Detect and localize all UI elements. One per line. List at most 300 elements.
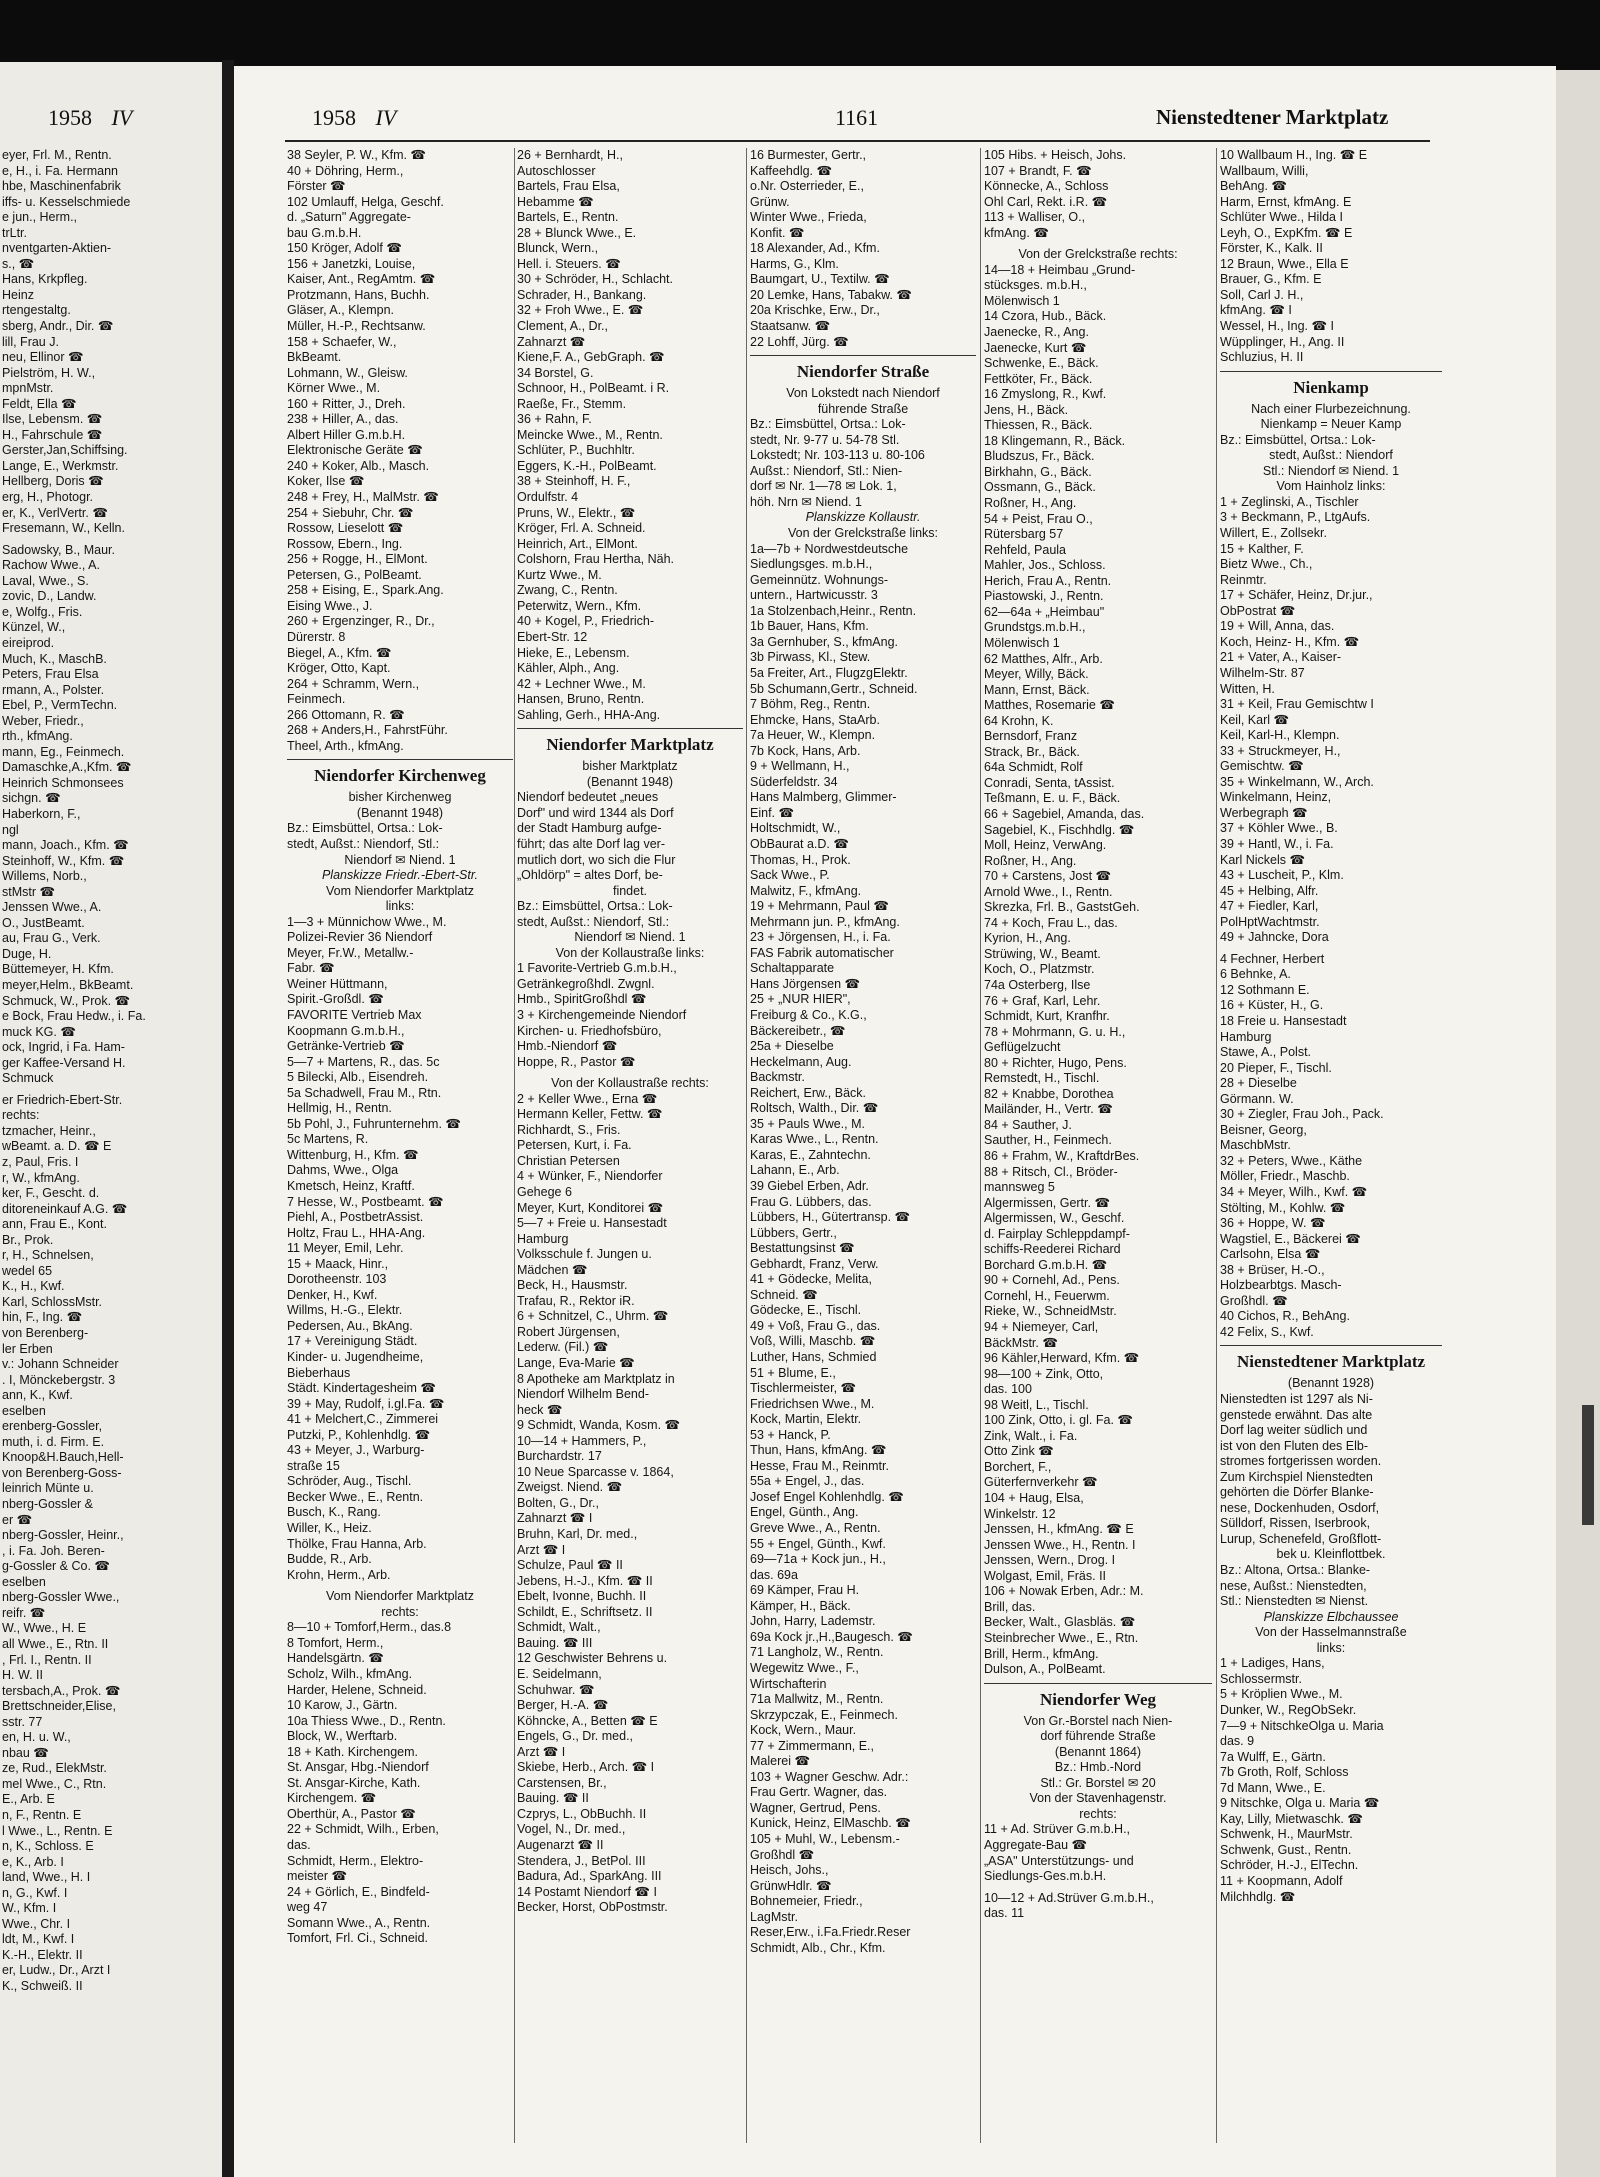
directory-entry: Dürerstr. 8 — [287, 629, 346, 644]
directory-entry: 20 Pieper, F., Tischl. — [1220, 1060, 1332, 1075]
directory-entry: BkBeamt. — [287, 350, 342, 365]
directory-entry: Gerster,Jan,Schiffsing. — [2, 443, 128, 458]
directory-entry: 69 Kämper, Frau H. — [750, 1583, 860, 1598]
directory-entry: mannsweg 5 — [984, 1180, 1055, 1195]
directory-entry: Lohmann, W., Gleisw. — [287, 365, 408, 380]
directory-entry: Grundstgs.m.b.H., — [984, 620, 1086, 635]
directory-entry: Clement, A., Dr., — [517, 319, 609, 334]
directory-entry: 158 + Schaefer, W., — [287, 334, 397, 349]
directory-entry: Matthes, Rosemarie ☎ — [984, 698, 1115, 713]
directory-entry: 8 Tomfort, Herm., — [287, 1635, 384, 1650]
directory-entry: Reser,Erw., i.Fa.Friedr.Reser — [750, 1925, 911, 1940]
directory-entry: Reinmtr. — [1220, 572, 1267, 587]
directory-entry: 77 + Zimmermann, E., — [750, 1738, 874, 1753]
directory-entry: 104 + Haug, Elsa, — [984, 1491, 1084, 1506]
directory-entry: Lokstedt; Nr. 103-113 u. 80-106 — [750, 448, 925, 463]
directory-entry: Meyer, Fr.W., Metallw.- — [287, 945, 414, 960]
directory-entry: 16 Zmyslong, R., Kwf. — [984, 387, 1107, 402]
directory-entry: nese, Dockenhuden, Osdorf, — [1220, 1500, 1380, 1515]
directory-entry: Stl.: Niendorf ✉ Niend. 1 — [1262, 463, 1400, 478]
directory-entry: Mann, Ernst, Bäck. — [984, 682, 1090, 697]
directory-entry: Willems, Norb., — [2, 869, 87, 884]
directory-entry: Leyh, O., ExpKfm. ☎ E — [1220, 225, 1353, 240]
directory-entry: 19 + Mehrmann, Paul ☎ — [750, 899, 889, 914]
directory-entry: 7d Mann, Wwe., E. — [1220, 1780, 1326, 1795]
directory-entry: stMstr ☎ — [2, 884, 56, 899]
directory-entry: er, K., VerlVertr. ☎ — [2, 505, 108, 520]
directory-entry: d. „Saturn" Aggregate- — [287, 210, 411, 225]
directory-entry: 5a Schadwell, Frau M., Rtn. — [287, 1085, 442, 1100]
directory-entry: 42 + Lechner Wwe., M. — [517, 676, 646, 691]
directory-entry: 76 + Graf, Karl, Lehr. — [984, 993, 1101, 1008]
directory-entry: Von der Grelckstraße rechts: — [1018, 247, 1178, 262]
directory-entry: Hebamme ☎ — [517, 194, 594, 209]
directory-entry: Meincke Wwe., M., Rentn. — [517, 427, 663, 442]
directory-entry: Rossow, Lieselott ☎ — [287, 521, 404, 536]
directory-entry: Theel, Arth., kfmAng. — [287, 738, 404, 753]
directory-entry: kfmAng. ☎ — [984, 225, 1049, 240]
directory-entry: Einf. ☎ — [750, 805, 795, 820]
street-heading: Niendorfer Straße — [750, 355, 976, 383]
directory-entry: Roltsch, Walth., Dir. ☎ — [750, 1101, 879, 1116]
directory-entry: 24 + Görlich, E., Bindfeld- — [287, 1884, 430, 1899]
directory-entry: Niendorf bedeutet „neues — [517, 790, 659, 805]
directory-entry: 240 + Koker, Alb., Masch. — [287, 458, 430, 473]
directory-entry: Brauer, G., Kfm. E — [1220, 272, 1322, 287]
directory-entry: tzmacher, Heinr., — [2, 1123, 96, 1138]
directory-entry: 39 + May, Rudolf, i.gl.Fa. ☎ — [287, 1396, 445, 1411]
directory-entry: Ebelt, Ivonne, Buchh. II — [517, 1589, 647, 1604]
year: 1958 — [312, 105, 356, 130]
directory-entry: Werbegraph ☎ — [1220, 805, 1308, 820]
directory-entry: 14 Postamt Niendorf ☎ I — [517, 1884, 657, 1899]
directory-entry: (Benannt 1948) — [586, 774, 674, 789]
left-volume: IV — [111, 105, 133, 130]
directory-entry: stedt, Außst.: Niendorf — [1269, 448, 1393, 463]
directory-entry: Beisner, Georg, — [1220, 1122, 1307, 1137]
directory-entry: Weber, Friedr., — [2, 713, 84, 728]
directory-entry: Schmidt, Alb., Chr., Kfm. — [750, 1940, 886, 1955]
directory-entry: Niendorf Wilhelm Bend- — [517, 1387, 649, 1402]
directory-entry: 5 + Kröplien Wwe., M. — [1220, 1687, 1343, 1702]
directory-entry: 10 Neue Sparcasse v. 1864, — [517, 1464, 674, 1479]
directory-entry: 100 Zink, Otto, i. gl. Fa. ☎ — [984, 1413, 1133, 1428]
volume: IV — [375, 105, 397, 130]
directory-entry: 254 + Siebuhr, Chr. ☎ — [287, 505, 414, 520]
directory-entry: 45 + Helbing, Alfr. — [1220, 883, 1319, 898]
directory-entry: Bolten, G., Dr., — [517, 1495, 599, 1510]
directory-entry: mann, Eg., Feinmech. — [2, 744, 125, 759]
directory-entry: e, K., Arb. I — [2, 1854, 64, 1869]
directory-entry: 11 + Koopmann, Adolf — [1220, 1873, 1343, 1888]
directory-entry: (Benannt 1864) — [1054, 1744, 1142, 1759]
directory-entry: 8—10 + Tomforf,Herm., das.8 — [287, 1620, 452, 1635]
directory-entry: Bludszus, Fr., Bäck. — [984, 449, 1095, 464]
directory-entry: hbe, Maschinenfabrik — [2, 179, 121, 194]
directory-entry: Willms, H.-G., Elektr. — [287, 1303, 403, 1318]
directory-entry: Colshorn, Frau Hertha, Näh. — [517, 552, 675, 567]
directory-entry: n, G., Kwf. I — [2, 1885, 68, 1900]
directory-entry: Volksschule f. Jungen u. — [517, 1247, 652, 1262]
directory-entry: Kiene,F. A., GebGraph. ☎ — [517, 350, 665, 365]
directory-entry: Kmetsch, Heinz, Kraftf. — [287, 1179, 415, 1193]
directory-entry: Fresemann, W., Kelln. — [2, 521, 125, 536]
directory-entry: Becker, Walt., Glasbläs. ☎ — [984, 1615, 1136, 1630]
directory-entry: „ASA" Unterstützungs- und — [984, 1853, 1134, 1868]
directory-entry: Kähler, Alph., Ang. — [517, 661, 620, 676]
directory-entry: er, Ludw., Dr., Arzt I — [2, 1963, 111, 1978]
directory-entry: eireiprod. — [2, 635, 55, 650]
directory-entry: 74a Osterberg, Ilse — [984, 977, 1091, 992]
directory-entry: Jebens, H.-J., Kfm. ☎ II — [517, 1573, 653, 1588]
directory-entry: Kröger, Otto, Kapt. — [287, 661, 391, 676]
directory-entry: Greve Wwe., A., Rentn. — [750, 1521, 881, 1536]
directory-entry: Bz.: Altona, Ortsa.: Blanke- — [1220, 1563, 1371, 1578]
directory-entry: 1a—7b + Nordwestdeutsche — [750, 541, 909, 556]
directory-entry: 7a Heuer, W., Klempn. — [750, 728, 876, 743]
directory-entry: Soll, Carl J. H., — [1220, 287, 1304, 302]
directory-entry: E. Seidelmann, — [517, 1666, 602, 1681]
directory-entry: Becker, Horst, ObPostmstr. — [517, 1900, 668, 1915]
directory-entry: Laval, Wwe., S. — [2, 573, 89, 588]
directory-entry: rmann, A., Polster. — [2, 682, 105, 697]
directory-entry: 17 + Vereinigung Städt. — [287, 1334, 418, 1349]
directory-entry: Von der Stavenhagenstr. — [1029, 1791, 1167, 1806]
directory-entry: Heckelmann, Aug. — [750, 1054, 852, 1069]
directory-entry: Josef Engel Kohlenhdlg. ☎ — [750, 1489, 904, 1504]
directory-entry: 40 Cichos, R., BehAng. — [1220, 1309, 1350, 1324]
directory-entry: Kunick, Heinz, ElMaschb. ☎ — [750, 1816, 911, 1831]
directory-entry: Heinz — [2, 287, 34, 302]
directory-entry: sstr. 77 — [2, 1714, 43, 1729]
directory-entry: Sadowsky, B., Maur. — [2, 542, 116, 557]
directory-entry: 258 + Eising, E., Spark.Ang. — [287, 583, 444, 598]
directory-entry: Lurup, Schenefeld, Großflott- — [1220, 1531, 1382, 1546]
column-divider — [746, 148, 747, 2143]
directory-entry: 17 + Schäfer, Heinz, Dr.jur., — [1220, 588, 1373, 603]
directory-entry: Thiessen, R., Bäck. — [984, 418, 1093, 433]
page-header-year — [312, 105, 396, 131]
directory-entry: Arzt ☎ I — [517, 1542, 566, 1557]
directory-entry: bisher Marktplatz — [582, 759, 678, 774]
directory-entry: 5b Schumann,Gertr., Schneid. — [750, 681, 918, 696]
directory-entry: Milchhdlg. ☎ — [1220, 1889, 1296, 1904]
directory-entry: sberg, Andr., Dir. ☎ — [2, 319, 114, 334]
directory-entry: Karl Nickels ☎ — [1220, 852, 1306, 867]
directory-entry: 5c Martens, R. — [287, 1132, 369, 1147]
directory-entry: 62 Matthes, Alfr., Arb. — [984, 651, 1103, 666]
directory-entry: höh. Nrn ✉ Niend. 1 — [750, 494, 862, 509]
directory-entry: stromes fortgerissen worden. — [1220, 1454, 1382, 1469]
directory-entry: 30 + Schröder, H., Schlacht. — [517, 272, 673, 287]
directory-entry: Protzmann, Hans, Buchh. — [287, 287, 430, 302]
page-edge — [1556, 70, 1600, 2177]
directory-entry: 5—7 + Freie u. Hansestadt — [517, 1216, 667, 1231]
directory-entry: Vom Niendorfer Marktplatz — [326, 883, 474, 898]
directory-entry: 15 + Kalther, F. — [1220, 541, 1304, 556]
directory-entry: Güterfernverkehr ☎ — [984, 1475, 1098, 1490]
directory-entry: Zahnarzt ☎ I — [517, 1511, 593, 1526]
directory-entry: Planskizze Friedr.-Ebert-Str. — [321, 868, 479, 883]
directory-entry: Vom Hainholz links: — [1276, 479, 1386, 494]
directory-entry: 42 Felix, S., Kwf. — [1220, 1324, 1314, 1339]
directory-entry: 34 Borstel, G. — [517, 365, 594, 380]
directory-entry: 32 + Peters, Wwe., Käthe — [1220, 1153, 1363, 1168]
directory-entry: 26 + Bernhardt, H., — [517, 148, 623, 162]
directory-entry: Wessel, H., Ing. ☎ I — [1220, 319, 1334, 334]
directory-entry: hin, F., Ing. ☎ — [2, 1310, 83, 1325]
directory-entry: Schröder, H.-J., ElTechn. — [1220, 1858, 1359, 1873]
directory-entry: Förster, K., Kalk. II — [1220, 241, 1323, 256]
directory-entry: Berger, H.-A. ☎ — [517, 1698, 609, 1713]
directory-entry: 55a + Engel, J., das. — [750, 1474, 865, 1489]
directory-entry: Grünw. — [750, 194, 790, 209]
directory-entry: stücksges. m.b.H., — [984, 278, 1087, 293]
directory-entry: Kock, Wern., Maur. — [750, 1723, 857, 1738]
directory-entry: 25 + „NUR HIER", — [750, 992, 851, 1007]
directory-entry: Ohl Carl, Rekt. i.R. ☎ — [984, 194, 1108, 209]
directory-entry: 113 + Walliser, O., — [984, 210, 1086, 225]
directory-entry: 40 + Döhring, Herm., — [287, 163, 404, 178]
directory-entry: Budde, R., Arb. — [287, 1552, 372, 1567]
directory-entry: 98 Weitl, L., Tischl. — [984, 1397, 1089, 1412]
directory-entry: Dulson, A., PolBeamt. — [984, 1662, 1106, 1677]
directory-entry: Harm, Ernst, kfmAng. E — [1220, 194, 1352, 209]
directory-entry: Algermissen, Gertr. ☎ — [984, 1195, 1111, 1210]
directory-entry: das. 100 — [984, 1382, 1032, 1397]
directory-entry: der Stadt Hamburg aufge- — [517, 821, 662, 836]
directory-entry: Bz.: Eimsbüttel, Ortsa.: Lok- — [287, 821, 443, 836]
directory-entry: Koch, Heinz- H., Kfm. ☎ — [1220, 634, 1360, 649]
directory-entry: g-Gossler & Co. ☎ — [2, 1559, 110, 1574]
directory-entry: Thomas, H., Prok. — [750, 852, 851, 867]
directory-entry: Hellberg, Doris ☎ — [2, 474, 104, 489]
directory-entry: n, K., Schloss. E — [2, 1839, 94, 1854]
directory-entry: l Wwe., L., Rentn. E — [2, 1823, 113, 1838]
directory-entry: mpnMstr. — [2, 381, 54, 396]
directory-entry: ock, Ingrid, i Fa. Ham- — [2, 1040, 125, 1055]
directory-entry: Planskizze Kollaustr. — [805, 510, 921, 525]
directory-entry: Rossow, Ebern., Ing. — [287, 536, 403, 551]
directory-entry: Pedersen, Au., BkAng. — [287, 1318, 413, 1333]
directory-entry: Br., Prok. — [2, 1232, 54, 1247]
directory-entry: Thölke, Frau Hanna, Arb. — [287, 1536, 427, 1551]
directory-entry: 80 + Richter, Hugo, Pens. — [984, 1055, 1127, 1070]
directory-entry: PolHptWachtmstr. — [1220, 914, 1320, 929]
directory-entry: Autoschlosser — [517, 163, 596, 178]
directory-entry: Ilse, Lebensm. ☎ — [2, 412, 103, 427]
directory-entry: Brettschneider,Elise, — [2, 1699, 116, 1714]
directory-entry: gehörten die Dörfer Blanke- — [1220, 1485, 1374, 1500]
directory-entry: Schlüter Wwe., Hilda I — [1220, 210, 1343, 225]
directory-entry: Siedlungs-Ges.m.b.H. — [984, 1869, 1107, 1884]
directory-entry: Ordulfstr. 4 — [517, 490, 579, 505]
street-heading: Niendorfer Kirchenweg — [287, 759, 513, 787]
directory-entry: Schnoor, H., PolBeamt. i R. — [517, 381, 670, 396]
directory-entry: Winkelmann, Heinz, — [1220, 790, 1332, 805]
directory-entry: Kinder- u. Jugendheime, — [287, 1350, 424, 1365]
directory-entry: 70 + Carstens, Jost ☎ — [984, 869, 1112, 884]
directory-entry: 266 Ottomann, R. ☎ — [287, 707, 405, 722]
directory-entry: 43 + Luscheit, P., Klm. — [1220, 868, 1344, 883]
directory-entry: Nienkamp = Neuer Kamp — [1260, 417, 1402, 432]
directory-entry: Brill, Herm., kfmAng. — [984, 1646, 1099, 1661]
directory-entry: 1 + Zeglinski, A., Tischler — [1220, 494, 1359, 509]
directory-entry: ker, F., Gescht. d. — [2, 1186, 100, 1201]
directory-entry: Großhdl ☎ — [750, 1847, 815, 1862]
directory-entry: Mölenwisch 1 — [984, 635, 1060, 650]
directory-entry: 15 + Maack, Hinr., — [287, 1256, 389, 1271]
directory-entry: Schulze, Paul ☎ II — [517, 1558, 623, 1573]
directory-column — [750, 148, 976, 1956]
directory-entry: Pielström, H. W., — [2, 365, 96, 380]
directory-entry: 69—71a + Kock jun., H., — [750, 1552, 886, 1567]
directory-entry: Strüwing, W., Beamt. — [984, 946, 1101, 961]
directory-entry: rechts: — [381, 1604, 419, 1619]
directory-entry: Hmb., SpiritGroßhdl ☎ — [517, 992, 647, 1007]
directory-entry: Wagner, Gertrud, Pens. — [750, 1800, 881, 1815]
directory-entry: 25a + Dieselbe — [750, 1039, 834, 1054]
directory-entry: Rachow Wwe., A. — [2, 558, 100, 573]
directory-entry: ngl — [2, 822, 19, 837]
directory-entry: Beck, H., Hausmstr. — [517, 1278, 628, 1293]
directory-entry: Von Lokstedt nach Niendorf — [786, 386, 940, 401]
directory-entry: Otto Zink ☎ — [984, 1444, 1054, 1459]
directory-entry: sichgn. ☎ — [2, 791, 61, 806]
directory-entry: Hoppe, R., Pastor ☎ — [517, 1054, 636, 1069]
directory-entry: Petersen, G., PolBeamt. — [287, 567, 422, 582]
directory-entry: 88 + Ritsch, Cl., Bröder- — [984, 1164, 1118, 1179]
directory-entry: Voß, Willi, Maschb. ☎ — [750, 1334, 876, 1349]
directory-entry: 96 Kähler,Herward, Kfm. ☎ — [984, 1351, 1140, 1366]
directory-entry: Bz.: Eimsbüttel, Ortsa.: Lok- — [750, 417, 906, 432]
directory-entry: Jens, H., Bäck. — [984, 402, 1069, 417]
directory-entry: Czprys, L., ObBuchh. II — [517, 1806, 647, 1821]
directory-entry: St. Ansgar-Kirche, Kath. — [287, 1775, 421, 1790]
directory-entry: von Berenberg- — [2, 1326, 89, 1341]
directory-entry: Hesse, Frau M., Reinmtr. — [750, 1458, 889, 1473]
directory-entry: 5a Freiter, Art., FlugzgElektr. — [750, 665, 908, 680]
directory-entry: 74 + Koch, Frau L., das. — [984, 915, 1118, 930]
directory-entry: Wirtschafterin — [750, 1676, 827, 1691]
directory-entry: 1 + Ladiges, Hans, — [1220, 1656, 1325, 1671]
directory-entry: neu, Ellinor ☎ — [2, 350, 84, 365]
directory-entry: Friedrichsen Wwe., M. — [750, 1396, 875, 1411]
directory-entry: Koopmann G.m.b.H., — [287, 1023, 405, 1038]
directory-entry: Wittenburg, H., Kfm. ☎ — [287, 1147, 419, 1162]
directory-entry: 7b Kock, Hans, Arb. — [750, 743, 861, 758]
directory-entry: Bartels, Frau Elsa, — [517, 179, 620, 194]
directory-entry: Koch, O., Platzmstr. — [984, 962, 1095, 977]
directory-entry: K., Schweiß. II — [2, 1978, 83, 1993]
directory-entry: 38 + Brüser, H.-O., — [1220, 1262, 1325, 1277]
directory-entry: Hermann Keller, Fettw. ☎ — [517, 1107, 663, 1122]
directory-entry: r, W., kfmAng. — [2, 1170, 80, 1185]
directory-entry: 86 + Frahm, W., KraftdrBes. — [984, 1149, 1140, 1163]
directory-entry: , Frl. I., Rentn. II — [2, 1652, 92, 1667]
directory-entry: Peters, Frau Elsa — [2, 667, 99, 682]
directory-entry: 38 Seyler, P. W., Kfm. ☎ — [287, 148, 427, 162]
directory-entry: Ebel, P., VermTechn. — [2, 698, 118, 713]
directory-entry: meyer,Helm., BkBeamt. — [2, 977, 134, 992]
directory-entry: Carlsohn, Elsa ☎ — [1220, 1247, 1321, 1262]
directory-entry: ler Erben — [2, 1341, 53, 1356]
directory-entry: findet. — [612, 883, 648, 898]
directory-entry: Kirchen- u. Friedhofsbüro, — [517, 1023, 662, 1038]
directory-entry: s., ☎ — [2, 256, 35, 271]
directory-entry: FAS Fabrik automatischer — [750, 945, 894, 960]
directory-entry: 5b Pohl, J., Fuhrunternehm. ☎ — [287, 1116, 461, 1131]
directory-entry: 78 + Mohrmann, G. u. H., — [984, 1024, 1126, 1039]
directory-entry: rth., kfmAng. — [2, 729, 73, 744]
directory-entry: Schmidt, Herm., Elektro- — [287, 1853, 424, 1868]
directory-entry: 49 + Jahncke, Dora — [1220, 930, 1329, 945]
directory-entry: Jenssen, H., kfmAng. ☎ E — [984, 1522, 1134, 1537]
directory-entry: Kämper, H., Bäck. — [750, 1598, 851, 1613]
directory-entry: r, H., Schnelsen, — [2, 1248, 94, 1263]
directory-entry: Herich, Frau A., Rentn. — [984, 573, 1112, 588]
directory-entry: Förster ☎ — [287, 179, 346, 194]
directory-entry: links: — [1316, 1640, 1346, 1655]
directory-entry: führende Straße — [817, 401, 909, 416]
directory-entry: 10a Thiess Wwe., D., Rentn. — [287, 1713, 446, 1728]
directory-entry: 7 Hesse, W., Postbeamt. ☎ — [287, 1194, 444, 1209]
directory-entry: BäckMstr. ☎ — [984, 1335, 1058, 1350]
directory-entry: Bernsdorf, Franz — [984, 729, 1078, 744]
directory-entry: 98—100 + Zink, Otto, — [984, 1366, 1104, 1381]
column-divider — [1216, 148, 1217, 2143]
directory-entry: Albert Hiller G.m.b.H. — [287, 427, 406, 442]
directory-entry: Zink, Walt., i. Fa. — [984, 1428, 1078, 1443]
directory-entry: 40 + Kogel, P., Friedrich- — [517, 614, 654, 629]
directory-entry: Hans Malmberg, Glimmer- — [750, 790, 897, 805]
directory-entry: 20 Lemke, Hans, Tabakw. ☎ — [750, 287, 912, 302]
directory-entry: Wwe., Chr. I — [2, 1916, 71, 1931]
directory-entry: Vogel, N., Dr. med., — [517, 1822, 626, 1837]
directory-entry: 160 + Ritter, J., Dreh. — [287, 396, 406, 411]
directory-entry: straße 15 — [287, 1458, 340, 1473]
directory-entry: Siedlungsges. m.b.H., — [750, 557, 873, 572]
directory-entry: e Bock, Frau Hedw., i. Fa. — [2, 1009, 146, 1024]
directory-entry: Kay, Lilly, Mietwaschk. ☎ — [1220, 1811, 1363, 1826]
directory-entry: Hmb.-Niendorf ☎ — [517, 1039, 618, 1054]
directory-entry: Willert, E., Zollsekr. — [1220, 526, 1327, 541]
directory-entry: Bauing. ☎ III — [517, 1635, 593, 1650]
directory-entry: Künzel, W., — [2, 620, 66, 635]
directory-entry: Scholz, Wilh., kfmAng. — [287, 1666, 413, 1681]
directory-entry: „Ohldörp" = altes Dorf, be- — [517, 868, 663, 883]
directory-entry: Biegel, A., Kfm. ☎ — [287, 645, 392, 660]
directory-entry: BehAng. ☎ — [1220, 179, 1287, 194]
directory-entry: O., JustBeamt. — [2, 915, 85, 930]
directory-entry: Bohnemeier, Friedr., — [750, 1894, 863, 1909]
directory-entry: Cornehl, H., Feuerwm. — [984, 1288, 1110, 1303]
directory-entry: 64a Schmidt, Rolf — [984, 760, 1083, 775]
directory-entry: 34 + Meyer, Wilh., Kwf. ☎ — [1220, 1185, 1368, 1199]
directory-entry: Raeße, Fr., Stemm. — [517, 396, 627, 411]
directory-entry: e, Wolfg., Fris. — [2, 604, 83, 619]
directory-entry: 64 Krohn, K. — [984, 713, 1054, 728]
directory-entry: Gehege 6 — [517, 1185, 572, 1199]
directory-entry: von Berenberg-Goss- — [2, 1465, 122, 1480]
directory-entry: Feldt, Ella ☎ — [2, 396, 77, 411]
page-number: 1161 — [835, 105, 879, 130]
directory-entry: 49 + Voß, Frau G., das. — [750, 1318, 881, 1333]
directory-entry: Könnecke, A., Schloss — [984, 179, 1109, 194]
directory-entry: 20a Krischke, Erw., Dr., — [750, 303, 880, 318]
directory-column — [287, 148, 513, 1947]
directory-entry: dorf ✉ Nr. 1—78 ✉ Lok. 1, — [750, 479, 897, 494]
